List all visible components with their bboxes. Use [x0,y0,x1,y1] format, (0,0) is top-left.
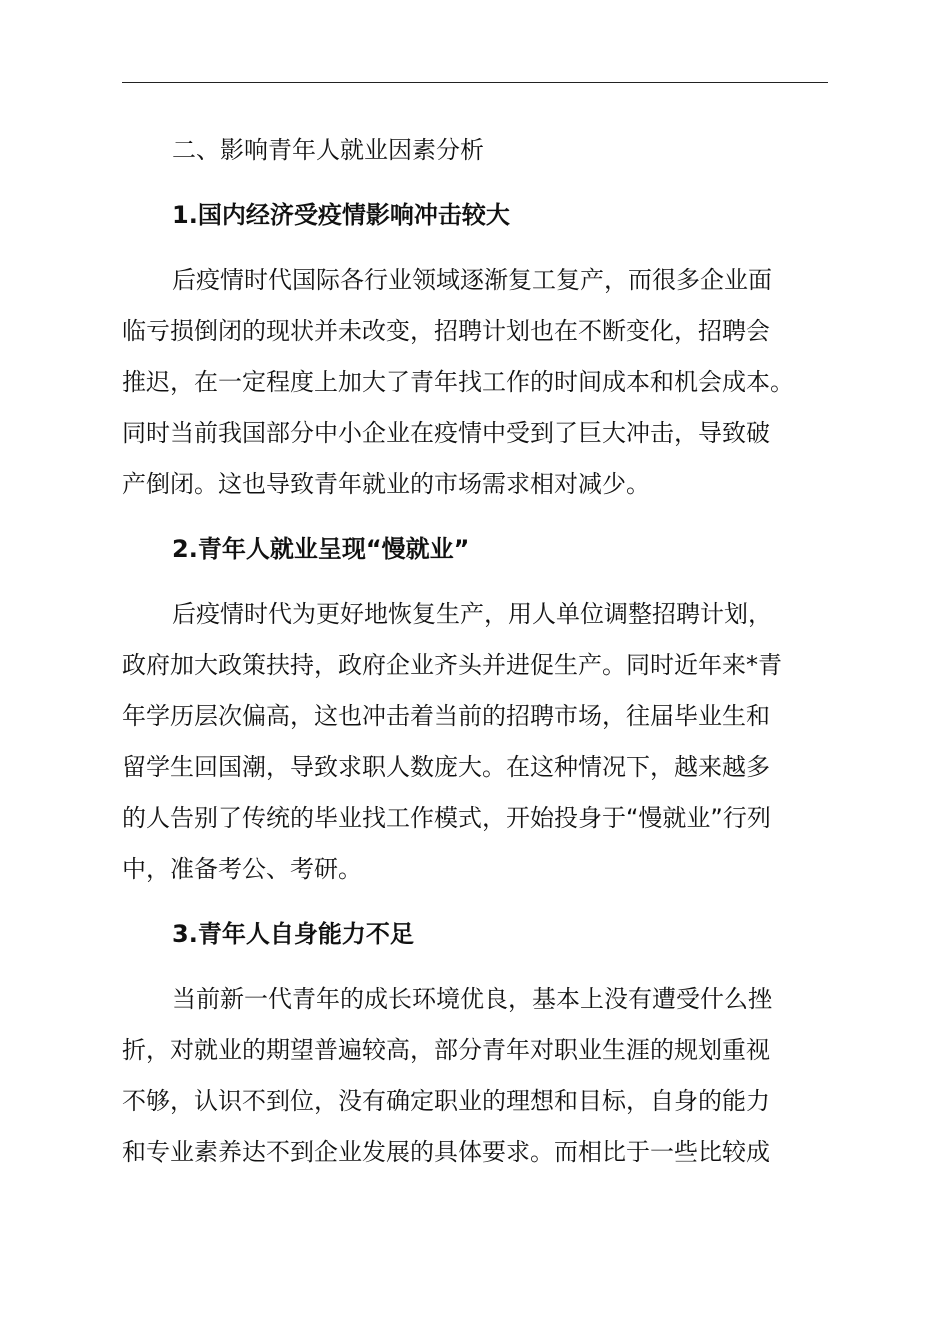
paragraph-1-line: 产倒闭。这也导致青年就业的市场需求相对减少。 [122,470,650,498]
paragraph-1-line: 后疫情时代国际各行业领域逐渐复工复产，而很多企业面 [172,266,772,294]
header-rule [122,82,828,83]
paragraph-3-line: 当前新一代青年的成长环境优良，基本上没有遭受什么挫 [172,985,772,1013]
heading-3: 3.青年人自身能力不足 [172,920,414,948]
paragraph-2-line: 中，准备考公、考研。 [122,855,362,883]
paragraph-3-line: 和专业素养达不到企业发展的具体要求。而相比于一些比较成 [122,1138,770,1166]
paragraph-2-line: 年学历层次偏高，这也冲击着当前的招聘市场，往届毕业生和 [122,702,770,730]
paragraph-2-line: 的人告别了传统的毕业找工作模式，开始投身于“慢就业”行列 [122,804,771,832]
paragraph-2-line: 留学生回国潮，导致求职人数庞大。在这种情况下，越来越多 [122,753,770,781]
heading-2: 2.青年人就业呈现“慢就业” [172,535,470,563]
paragraph-2-line: 后疫情时代为更好地恢复生产，用人单位调整招聘计划， [172,600,772,628]
section-title: 二、影响青年人就业因素分析 [172,136,484,164]
paragraph-3-line: 不够，认识不到位，没有确定职业的理想和目标，自身的能力 [122,1087,770,1115]
paragraph-3-line: 折，对就业的期望普遍较高，部分青年对职业生涯的规划重视 [122,1036,770,1064]
paragraph-1-line: 临亏损倒闭的现状并未改变，招聘计划也在不断变化，招聘会 [122,317,770,345]
paragraph-1-line: 推迟，在一定程度上加大了青年找工作的时间成本和机会成本。 [122,368,794,396]
heading-1: 1.国内经济受疫情影响冲击较大 [172,201,510,229]
paragraph-2-line: 政府加大政策扶持，政府企业齐头并进促生产。同时近年来*青 [122,651,782,679]
paragraph-1-line: 同时当前我国部分中小企业在疫情中受到了巨大冲击，导致破 [122,419,770,447]
